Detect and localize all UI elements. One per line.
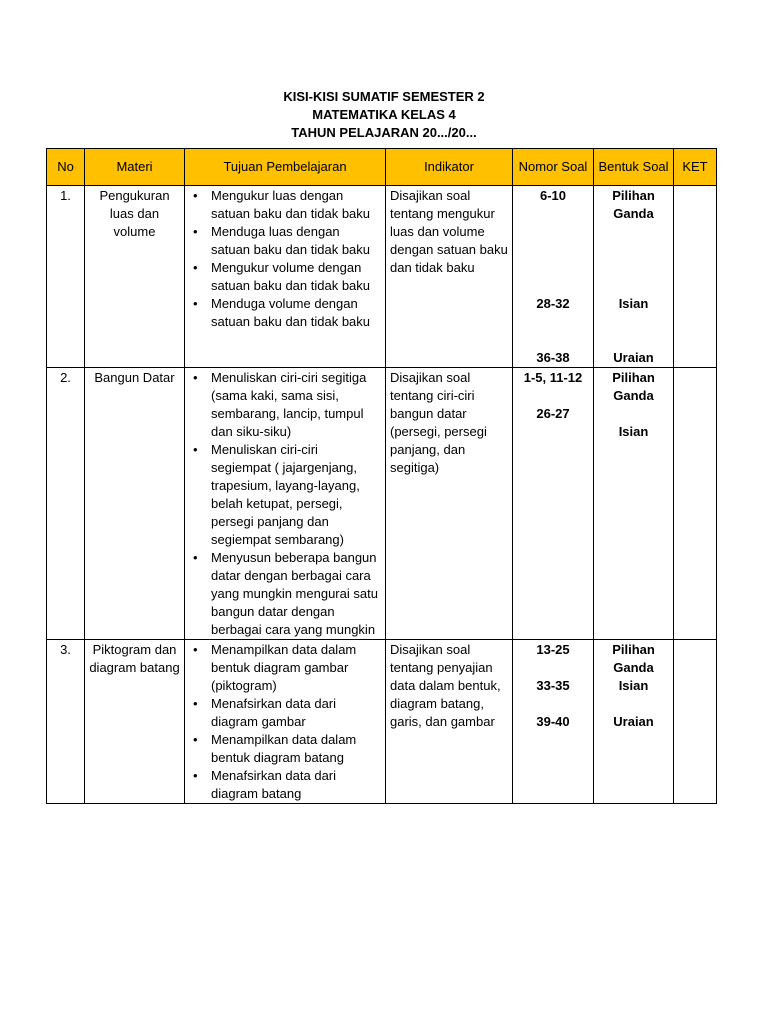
bentuk-soal-entry: Pilihan Ganda [612, 188, 655, 221]
header-nomor-soal: Nomor Soal [513, 149, 594, 186]
list-item [193, 731, 381, 767]
nomor-soal-entry: 28-32 [536, 296, 570, 311]
row-no: 2. [47, 368, 85, 640]
list-item [193, 441, 381, 549]
goal-text: Menafsirkan data dari diagram batang [211, 768, 337, 801]
row-no: 1. [47, 186, 85, 368]
bentuk-soal-entry: Isian [618, 296, 649, 311]
header-bentuk-soal: Bentuk Soal [594, 149, 674, 186]
row-nomor-soal [513, 640, 594, 804]
nomor-soal-entry: 39-40 [536, 714, 570, 729]
nomor-soal-entry: 6-10 [539, 188, 567, 203]
header-no: No [47, 149, 85, 186]
nomor-soal-entry: 36-38 [536, 350, 570, 365]
bullet-icon: • [193, 768, 198, 783]
list-item [193, 295, 381, 331]
goal-text: Menduga luas dengan satuan baku dan tidak baku [211, 224, 371, 257]
goal-text: Mengukur luas dengan satuan baku dan tidak baku [211, 188, 371, 221]
row-indikator: Disajikan soal tentang ciri-ciri bangun datar (persegi, persegi panjang, dan segitiga) [386, 368, 513, 640]
bullet-icon: • [193, 732, 198, 747]
row-indikator: Disajikan soal tentang penyajian data dalam bentuk, diagram batang, garis, dan gambar [386, 640, 513, 804]
bullet-icon: • [193, 550, 198, 565]
row-no: 3. [47, 640, 85, 804]
row-materi: Bangun Datar [85, 368, 185, 640]
row-bentuk-soal [594, 640, 674, 804]
bullet-icon: • [193, 224, 198, 239]
bentuk-soal-entry: Pilihan Ganda [612, 370, 655, 403]
nomor-soal-entry: 13-25 [536, 642, 570, 657]
document-title [0, 88, 768, 142]
list-item [193, 223, 381, 259]
bentuk-soal-entry: Uraian [613, 350, 654, 365]
header-materi: Materi [85, 149, 185, 186]
nomor-soal-entry: 26-27 [536, 406, 570, 421]
list-item [193, 187, 381, 223]
row-bentuk-soal [594, 368, 674, 640]
list-item [193, 369, 381, 441]
bentuk-soal-entry: Isian [618, 424, 649, 439]
nomor-soal-entry: 33-35 [536, 678, 570, 693]
row-tujuan [185, 368, 386, 640]
table-header-row [47, 149, 717, 186]
bullet-icon: • [193, 696, 198, 711]
goal-text: Menafsirkan data dari diagram gambar [211, 696, 337, 729]
row-tujuan [185, 186, 386, 368]
header-indikator: Indikator [386, 149, 513, 186]
bullet-icon: • [193, 188, 198, 203]
list-item [193, 695, 381, 731]
row-ket [674, 186, 717, 368]
row-materi: Piktogram dan diagram batang [85, 640, 185, 804]
bullet-icon: • [193, 642, 198, 657]
bullet-icon: • [193, 370, 198, 385]
goal-text: Mengukur volume dengan satuan baku dan tidak baku [211, 260, 371, 293]
nomor-soal-entry: 1-5, 11-12 [523, 370, 583, 385]
bentuk-soal-entry: Uraian [613, 714, 654, 729]
bullet-icon: • [193, 442, 198, 457]
goal-text: Menyusun beberapa bangun datar dengan berbagai cara yang mungkin mengurai satu bangun datar dengan berbagai cara yang mungkin [211, 550, 378, 637]
list-item [193, 641, 381, 695]
header-ket: KET [674, 149, 717, 186]
row-tujuan [185, 640, 386, 804]
bullet-icon: • [193, 296, 198, 311]
bentuk-soal-entry: Isian [618, 678, 649, 693]
list-item [193, 549, 381, 639]
list-item [193, 259, 381, 295]
row-bentuk-soal [594, 186, 674, 368]
goal-text: Menampilkan data dalam bentuk diagram gambar (piktogram) [211, 642, 357, 693]
row-nomor-soal [513, 186, 594, 368]
bentuk-soal-entry: Pilihan Ganda [612, 642, 655, 675]
row-ket [674, 640, 717, 804]
row-materi: Pengukuran luas dan volume [85, 186, 185, 368]
goal-text: Menduga volume dengan satuan baku dan tidak baku [211, 296, 371, 329]
bullet-icon: • [193, 260, 198, 275]
header-tujuan: Tujuan Pembelajaran [185, 149, 386, 186]
title-line-1: KISI-KISI SUMATIF SEMESTER 2 [283, 89, 485, 104]
title-line-3: TAHUN PELAJARAN 20.../20... [291, 125, 477, 140]
row-indikator: Disajikan soal tentang mengukur luas dan volume dengan satuan baku dan tidak baku [386, 186, 513, 368]
table-row [47, 368, 717, 640]
row-nomor-soal [513, 368, 594, 640]
goal-text: Menuliskan ciri-ciri segiempat ( jajargenjang, trapesium, layang-layang, belah ketupat, persegi, persegi panjang dan segiempat sembarang) [211, 442, 360, 547]
goal-text: Menampilkan data dalam bentuk diagram batang [211, 732, 357, 765]
list-item [193, 767, 381, 803]
goal-text: Menuliskan ciri-ciri segitiga (sama kaki, sama sisi, sembarang, lancip, tumpul dan siku-siku) [211, 370, 367, 439]
title-line-2: MATEMATIKA KELAS 4 [312, 107, 456, 122]
row-ket [674, 368, 717, 640]
kisi-kisi-table [46, 148, 717, 804]
table-row [47, 640, 717, 804]
table-row [47, 186, 717, 368]
